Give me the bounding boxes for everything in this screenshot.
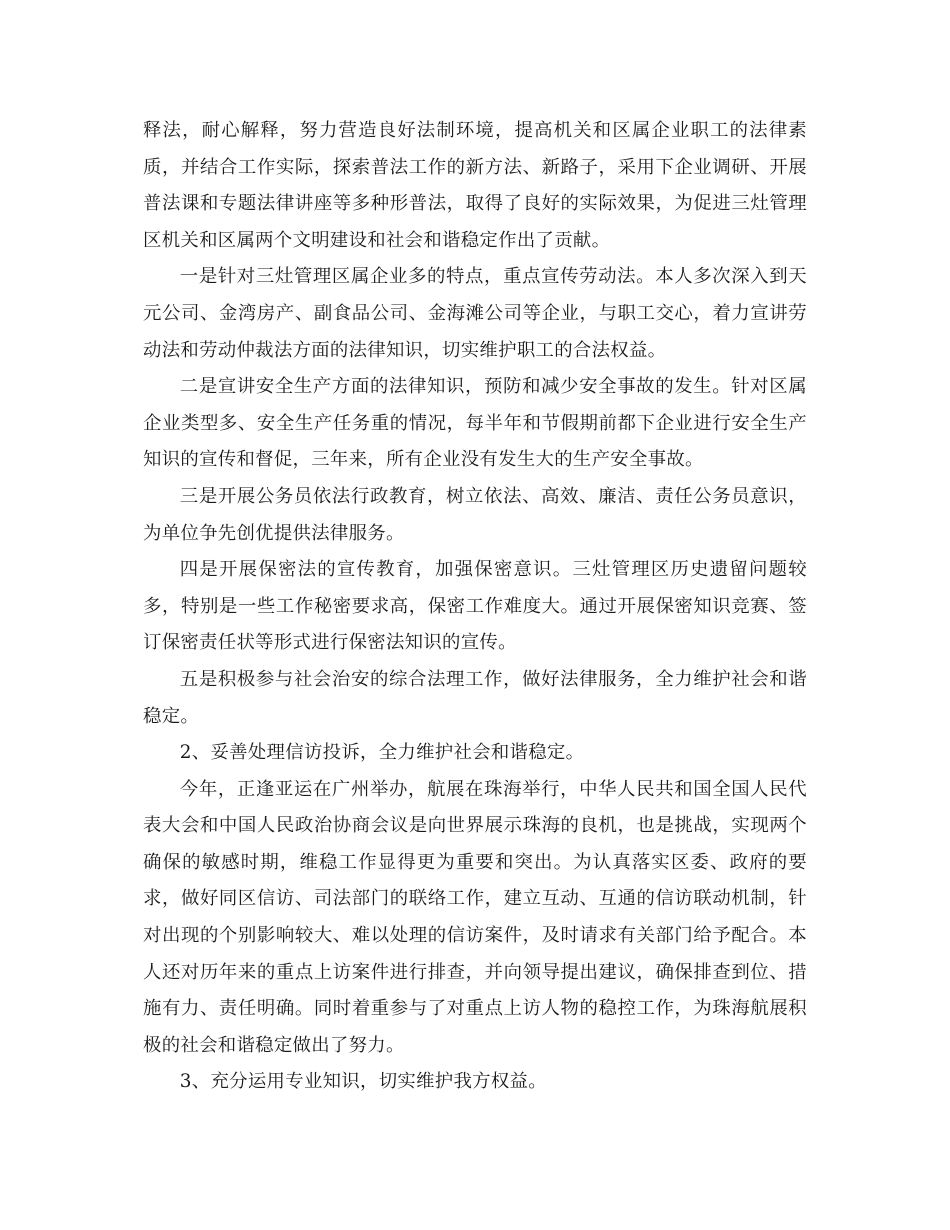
paragraph-6: 五是积极参与社会治安的综合法理工作，做好法律服务，全力维护社会和谐稳定。 [143,668,807,727]
section-heading-2: 2、妥善处理信访投诉，全力维护社会和谐稳定。 [179,742,585,764]
paragraph-1: 释法，耐心解释，努力营造良好法制环境，提高机关和区属企业职工的法律素质，并结合工作实际，探索普法工作的新方法、新路子，采用下企业调研、开展普法课和专题法律讲座等多种形普法，取得了良好的实际效果，为促进三灶管理区机关和区属两个文明建设和社会和谐稳定作出了贡献。 [143,120,807,251]
document-body [143,113,807,1101]
paragraph-4: 三是开展公务员依法行政教育，树立依法、高效、廉洁、责任公务员意识，为单位争先创优提供法律服务。 [143,485,807,544]
paragraph-7: 今年，正逢亚运在广州举办，航展在珠海举行，中华人民共和国全国人民代表大会和中国人民政治协商会议是向世界展示珠海的良机，也是挑战，实现两个确保的敏感时期，维稳工作显得更为重要和突出。为认真落实区委、政府的要求，做好同区信访、司法部门的联络工作，建立互动、互通的信访联动机制，针对出现的个别影响较大、难以处理的信访案件，及时请求有关部门给予配合。本人还对历年来的重点上访案件进行排查，并向领导提出建议，确保排查到位、措施有力、责任明确。同时着重参与了对重点上访人物的稳控工作，为珠海航展积极的社会和谐稳定做出了努力。 [143,778,807,1056]
section-heading-3: 3、充分运用专业知识，切实维护我方权益。 [179,1071,547,1093]
paragraph-3: 二是宣讲安全生产方面的法律知识，预防和减少安全事故的发生。针对区属企业类型多、安全生产任务重的情况，每半年和节假期前都下企业进行安全生产知识的宣传和督促，三年来，所有企业没有发生大的生产安全事故。 [143,376,807,471]
paragraph-5: 四是开展保密法的宣传教育，加强保密意识。三灶管理区历史遗留问题较多，特别是一些工作秘密要求高，保密工作难度大。通过开展保密知识竞赛、签订保密责任状等形式进行保密法知识的宣传。 [143,559,807,654]
paragraph-2: 一是针对三灶管理区属企业多的特点，重点宣传劳动法。本人多次深入到天元公司、金湾房产、副食品公司、金海滩公司等企业，与职工交心，着力宣讲劳动法和劳动仲裁法方面的法律知识，切实维护职工的合法权益。 [143,266,807,361]
